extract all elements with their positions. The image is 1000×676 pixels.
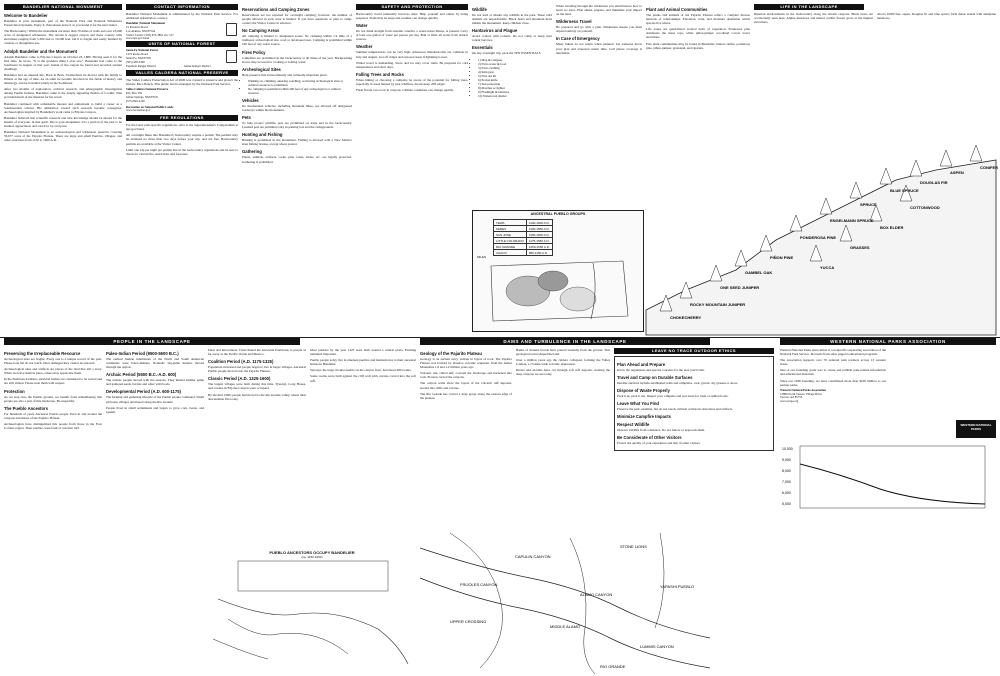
paragraph: The canyon walls show the layers of the volcanic tuff deposits, eroded into cliffs and cavates.: [420, 381, 512, 390]
welcome-column: [4, 4, 122, 144]
paragraph: When hiking or choosing a campsite be aware of the potential for falling trees, especially in areas burned by past wildfires. Avoid steep cliff edges.: [356, 77, 468, 86]
paragraph: To help protect wildlife, pets are prohibited on trails and in the backcountry. Leashed pets are permitted only in parking lots and the campgrounds.: [242, 121, 352, 130]
paragraph: Tyuonyi, the large circular pueblo on the canyon floor, had about 400 rooms.: [310, 368, 412, 373]
paragraph: Do not feed or disturb any wildlife in the park. These wild animals are unpredictable. Black bears and mountain lions inhabit the monument. Keep children close.: [472, 13, 552, 26]
table-cell: KERES: [494, 226, 527, 232]
tree-icon: [820, 198, 832, 214]
canyon-label: FRIJOLES CANYON: [460, 582, 498, 587]
table-cell: LITTLE COLORADO: [494, 238, 527, 244]
canyon-label: STONE LIONS: [620, 544, 647, 549]
paragraph: Bandelier continued with remarkable interest and enthusiasm to build a career as a Southwestern scholar. His admiration toward such research became contagious. Archaeologists inspired by Bandelier's work came to Frijoles Canyon.: [4, 101, 122, 114]
paragraph: Five plant communities may be found in Bandelier: mixed conifer, ponderosa pine, piñon-juniper, grassland, and riparian.: [646, 41, 750, 50]
heading: Falling Trees and Rocks: [356, 71, 404, 77]
list-item: • No camping is permitted within 200 feet of any archeological or cultural resource.: [248, 87, 352, 95]
heading: Hunting and Fishing: [242, 132, 283, 138]
elevation-tick-label: 10,000: [782, 447, 793, 451]
tree-label: GAMBEL OAK: [745, 270, 773, 275]
ancestral-groups-map: [472, 210, 644, 332]
tree-icon: [910, 160, 922, 176]
address-line: (505) 438-5300: [126, 59, 145, 64]
section-bar: BANDELIER NATIONAL MONUMENT: [4, 4, 122, 10]
pueblo-column: [310, 348, 416, 548]
geology-column: [420, 348, 512, 528]
paragraph: The Valles Caldera Preservation Act of 2000 was created to preserve and protect the historic Baca Ranch. This public land is managed by the National Park Service.: [126, 78, 238, 87]
lnt-box: [614, 356, 774, 451]
paragraph: Bandelier National Monument is an archaeological and wilderness preserve covering 33,677 acres of the Pajarito Plateau. There are large and small Pueblos, villages, and other structures from 1150 to 1600 A.D.: [4, 130, 122, 143]
canyon-branch: [450, 533, 503, 668]
elevation-tick-label: 9,000: [782, 458, 791, 462]
paragraph: Volcanic ash, called tuff, covered the landscape and hardened into rock. Erosion carved the canyons.: [420, 371, 512, 380]
paragraph: Do not drink straight from streams. Giardia, a water-borne illness, is present. Carry at least one gallon of water per person per day. Boil or filter all water from natural sources.: [356, 29, 468, 42]
paragraph: Summer temperatures can be very high. Afternoon thunderstorms are common in July and August. Get off ridges and exposed areas if lightning is near.: [356, 50, 468, 59]
bullet-list: [242, 79, 352, 95]
address-line: Western National Parks Association: [780, 387, 826, 392]
tree-label: ROCKY MOUNTAIN JUNIPER: [690, 302, 746, 307]
region-shape: [538, 271, 568, 291]
wnpa-logo: WESTERN NATIONAL PARKS: [956, 420, 996, 438]
address-line: Tucson, AZ 85755: [780, 395, 803, 400]
address-line: Santa Fe, NM 87505: [126, 55, 151, 60]
paragraph: Observe wildlife from a distance. Do not follow or approach them.: [617, 428, 706, 433]
top-panel: [0, 0, 1000, 337]
paragraph: Archaeological sites and artifacts are pieces of the land that tell a story. When we leave them in place, others may appreciate them.: [4, 367, 102, 376]
forest-service-shield-icon: [226, 50, 237, 63]
heading: Weather: [356, 44, 373, 50]
heading: Archaic Period (5500 B.C.-A.D. 600): [106, 372, 177, 378]
heading: Pets: [242, 115, 251, 121]
preservation-column: [4, 348, 102, 672]
address-line: Española Ranger District: [126, 64, 157, 69]
wnpa-column: [780, 348, 996, 672]
address-line: 15 Entrance Road: [126, 24, 148, 29]
dams-bar: DAMS AND TURBULENCE IN THE LANDSCAPE: [420, 338, 710, 345]
nps-arrowhead-icon: [226, 23, 237, 36]
paragraph: Backcountry travel inherently involves risks. Help yourself and others by being prepared. Trails may be steep and weather can change quickly.: [356, 12, 468, 21]
profile-line: [800, 464, 985, 504]
section-bar: SAFETY AND PROTECTION: [356, 4, 468, 10]
paragraph: Winter travel is demanding. Snow and ice may cover trails. Be prepared for cold temperatures and short days.: [356, 60, 468, 69]
profile-frame: [800, 446, 985, 508]
landscape-column: [754, 4, 996, 84]
paragraph: Most pueblos by the year 1325 were built around a central plaza. Farming remained important.: [310, 348, 416, 357]
paragraph: Avoid contact with rodents. Do not camp or sleep near rodent burrows.: [472, 34, 552, 43]
website-link[interactable]: www.nps.gov/band: [126, 36, 150, 41]
address-line: (575) 829-4100: [126, 98, 145, 103]
heading: Fires Policy: [242, 49, 266, 55]
section-bar: VALLES CALDERA NATIONAL PRESERVE: [126, 70, 238, 76]
essential-item: • 1) Map & compass: [478, 58, 552, 62]
table-cell: 1175-1550 A.D.: [526, 238, 552, 244]
heading: Gathering: [242, 149, 262, 155]
tree-label: CONIFER: [980, 165, 998, 170]
paragraph: Bandelier had an unusual life. Born in Bern, Switzerland, he moved with his family to Illinois at the age of nine. As an adult he became involved in the fields of history and ethnology, and he travelled widely in the Southwest.: [4, 72, 122, 86]
paragraph: Know the regulations and special concerns for the area you'll visit.: [617, 368, 705, 372]
safety-column: [356, 4, 468, 94]
periods-column: [106, 348, 204, 672]
canyon-label: RIO GRANDE: [600, 664, 626, 669]
paragraph: Limit one trip per night per permit. Know the backcountry regulations and be sure to check for current fire restrictions and forecasts.: [126, 147, 238, 156]
heading: Water: [356, 23, 368, 29]
paragraph: The largest villages were built during this time. Tyuonyi, Long House, and cavates in Frijoles Canyon were occupied.: [208, 382, 306, 391]
tree-label: YUCCA: [820, 265, 835, 270]
heading: Classic Period (A.D. 1325-1600): [208, 376, 271, 382]
heading: Geology of the Pajarito Plateau: [420, 351, 482, 356]
paragraph: Durable surfaces include established trails and campsites, rock, gravel, dry grasses or snow.: [617, 381, 738, 386]
paragraph: Above 9,000 feet, aspen, Douglas fir and blue spruce form dense stands with subalpine meadows.: [877, 12, 996, 21]
address-line: 1474 Rodeo Road: [126, 51, 148, 56]
paragraph: Bandelier is your monument, part of the National Park and National Wilderness Preservation Systems. Enjoy it, then please leave it as you found it for the next visitor.: [4, 19, 122, 28]
paragraph: Some rooms were built against the cliff wall with cavates carved into the soft tuff.: [310, 374, 416, 383]
tree-icon: [850, 182, 862, 198]
pueblo-ancestors-map: [208, 550, 416, 672]
heading: Hantavirus and Plague: [472, 28, 518, 34]
paragraph: Adolph Bandelier came to Frijoles Canyon on October 23, 1880. Having seen it for the first time, he wrote, "It is the grandest thing I ever saw". Bandelier had come to the Southwest in August of that year. Inside of the canyon he found and recorded ancient dwellings.: [4, 54, 122, 71]
paragraph: All camping is limited to designated zones. No camping within 1/4 mile of a trailhead, archeological site, road or developed area. Camping is prohibited within 100 feet of any water source.: [242, 34, 352, 47]
tree-label: CHOKECHERRY: [670, 315, 702, 320]
essential-item: • 8) Matches or lighter: [478, 86, 552, 90]
heading: Paleo-Indian Period (9500-5500 B.C.): [106, 351, 179, 356]
canyon-label: ALAMO CANYON: [580, 592, 613, 597]
lnt-principle: Dispose of Waste Properly: [617, 388, 670, 394]
paragraph: Bandelier National Monument is administered by the National Park Service. For additional information, contact:: [126, 12, 238, 21]
table-cell: TEWA: [494, 220, 527, 226]
essential-item: • 5) First aid kit: [478, 74, 552, 78]
paragraph: Reservations are not required for overnight camping; however, the number of people allowed in each zone is limited. If you have questions or plan to camp, contact the Visitor Center in advance.: [242, 13, 352, 26]
heading: Vehicles: [242, 97, 259, 103]
canyon-label: UPPER CROSSING: [450, 619, 487, 624]
groups-map-drawing: [473, 211, 643, 331]
paragraph: As we step onto the Pueblo ground, we benefit from remembering that people are also a part of this landscape. Be respectful.: [4, 394, 102, 403]
heading: The Pueblo Ancestors: [4, 405, 49, 411]
address-line: Santa Fe National Forest: [126, 48, 158, 53]
people-bar: PEOPLE IN THE LANDSCAPE: [4, 338, 300, 345]
paragraph: Life zones are generalized vertical belts of vegetation. Ponderosa pine dominates the mesa tops, while piñon-juniper woodland covers lower elevations.: [646, 27, 750, 40]
paragraph: Many hikers do not return when planned. Let someone know your plan and expected return time. Cell phone coverage is unreliable.: [556, 42, 642, 55]
paragraph: For hundreds of years Ancestral Pueblo people lived in and around the canyons and mesas of the Pajarito Plateau.: [4, 411, 102, 420]
website-link[interactable]: www.recreation.gov: [126, 108, 151, 113]
table-cell: SAN JOSE: [494, 232, 527, 238]
region-shape: [560, 287, 596, 311]
paragraph: Riparian environments in the backcountry along the stream canyons. Black bears are occasionally seen here. Alpine meadows and mixed conifer forests grow at the highest elevations.: [754, 12, 873, 25]
essential-item: • 2) Extra water & food: [478, 62, 552, 66]
heading: Archeological Sites: [242, 66, 281, 72]
address-line: P.O. Box 359: [126, 91, 143, 96]
heading: Coalition Period (A.D. 1175-1325): [208, 359, 274, 365]
essential-item: • 7) Sun protection: [478, 82, 552, 86]
tree-icon: [735, 250, 747, 266]
table-cell: 1100-1600 A.D.: [526, 220, 552, 226]
paragraph: The archaic people moved with the seasons. They hunted smaller game and gathered seeds, berries and other wild foods.: [106, 378, 204, 387]
table-cell: RIO GRANDE: [494, 244, 527, 250]
paragraph: Protect the quality of your experience and that of other visitors.: [617, 441, 701, 446]
paragraph: Be prepared and go with a plan. Wilderness means you must depend entirely on yourself.: [556, 25, 642, 34]
tree-label: ASPEN: [950, 170, 964, 175]
canyon-line: [218, 599, 408, 664]
paragraph: Western National Parks Association is a nonprofit cooperating association of the National Park Service. Proceeds from sales support educational programs.: [780, 348, 886, 357]
coalition-column: [208, 348, 306, 548]
paragraph: After two months of exploration, archival research, and ethnographic investigation among Pueblo Indians, Bandelier came to the deeply appealing Pueblo of Cochiti. That provided much of the material for his novel.: [4, 87, 122, 100]
tree-icon: [760, 235, 772, 251]
table-cell: CHACO: [494, 250, 527, 256]
bottom-panel: [0, 337, 1000, 676]
paragraph: By the mid 1500s people had moved to the Rio Grande valley, where their descendants live today.: [208, 392, 306, 401]
profile-tick-group: [782, 447, 793, 506]
heading: Protection: [4, 388, 25, 394]
section-bar: FEE REGULATIONS: [126, 115, 238, 121]
table-cell: 1250-1550 A.D.: [526, 244, 552, 250]
paragraph: Rivers and streams have cut through soft tuff deposits creating the deep canyons we see today.: [516, 368, 610, 377]
tree-icon: [970, 145, 982, 161]
address-line: Bandelier National Monument: [126, 21, 166, 26]
paragraph: Bandelier believed that scientific research and new knowledge should be shared for the benefit of everyone. In that spirit, this is your monument. It is a portion of the past to be studied, appreciated, and cared for by everyone.: [4, 115, 122, 128]
elevation-tick-label: 8,000: [782, 469, 791, 473]
essential-item: • 9) Flashlight & batteries: [478, 90, 552, 94]
paragraph: For the latest park-specific regulations, refer to the Superintendent's Compendium at nps.gov/band.: [126, 123, 238, 132]
paragraph: Pueblo people today live in nineteen pueblos and maintain ties to their ancestral homes in Bandelier.: [310, 358, 416, 367]
canyon-label: MIDDLE ALAMO: [550, 624, 581, 629]
paragraph: The Rio Grande has carved a deep gorge along the eastern edge of the plateau.: [420, 391, 512, 400]
map-title: ANCESTRAL PUEBLO GROUPS: [530, 212, 586, 216]
essential-item: • 10) Waterproof shelter: [478, 94, 552, 98]
paragraph: All overnight hikes into Bandelier's backcountry require a permit. The permits may be obtained no more than two days before your trip, and are free. Backcountry permits are available at the Visitor Center.: [126, 133, 238, 146]
address-line: Visitor Center: (505) 672-3861 ext. 517: [126, 32, 174, 37]
canyon-label: YAPASHI PUEBLO: [660, 584, 695, 589]
paragraph: One of our founding goals was to create and publish park-related information and educational materials.: [780, 368, 886, 377]
address-line: Jemez Springs, NM 87025: [126, 94, 158, 99]
ten-essentials-list: [472, 58, 552, 98]
paragraph: Since our 1938 founding, we have contributed more than $100 million to our partner parks.: [780, 378, 886, 387]
paragraph: Archaeologists have distinguished this people from those in the Four Corners region. Their pueblos were built of volcanic tuff.: [4, 421, 102, 431]
wilderness-column: [556, 4, 642, 184]
canyon-label: CAPULIN CANYON: [515, 554, 551, 559]
paragraph: The farming and gathering lifestyle of the Pueblo people continued. Small pit house villages developed along the Rio Grande.: [106, 395, 204, 404]
canyon-label: LUMMIS CANYON: [640, 644, 674, 649]
tree-label: SPRUCE: [860, 202, 877, 207]
map-subtitle: (ca. 1150-1600): [301, 555, 323, 559]
tree-label: DOUGLAS FIR: [920, 180, 948, 185]
tree-icon: [710, 265, 722, 281]
tree-label: ENGELMANN SPRUCE: [830, 218, 874, 223]
canyon-line: [228, 619, 348, 654]
table-cell: 1100-1550 A.D.: [526, 226, 552, 232]
section-bar: CONTACT INFORMATION: [126, 4, 238, 10]
canyon-branch: [570, 538, 595, 674]
lnt-principle: Plan Ahead and Prepare: [617, 362, 666, 367]
paragraph: Hunting is prohibited in the monument. Fishing is allowed with a New Mexico state fishing license, except where posted.: [242, 138, 352, 147]
paragraph: Help preserve this extraordinarily and culturally important place.: [242, 72, 328, 77]
tree-icon: [790, 215, 802, 231]
essential-item: • 6) Pocket knife: [478, 78, 552, 82]
address-line: Los Alamos, NM 87544: [126, 28, 156, 33]
lnt-principle: Minimize Campfire Impacts: [617, 414, 671, 420]
elevation-tick-label: 6,000: [782, 491, 791, 495]
heading: Welcome to Bandelier: [4, 13, 48, 18]
legend-box: [238, 561, 388, 591]
heading: Adolph Bandelier and the Monument: [4, 48, 78, 54]
address-line: 12880 North Vistoso Village Drive: [780, 391, 822, 396]
paragraph: The earliest human inhabitants of the North and South American continents were Paleo-Indians. Nomadic big-game hunters moved through the region.: [106, 357, 204, 370]
lnt-principle: Leave What You Find: [617, 401, 659, 407]
section-bar: LIFE IN THE LANDSCAPE: [754, 4, 864, 10]
table-cell: 1150-1600 A.D.: [526, 232, 552, 238]
heading: Preserving the Irreplaceable Resource: [4, 351, 81, 356]
tree-label: BOX ELDER: [880, 225, 904, 230]
heading: In Case of Emergency: [556, 36, 600, 42]
tree-label: ONE SEED JUNIPER: [720, 285, 760, 290]
paragraph: Archeological sites are fragile. Every one is a unique record of the past. Please look but do not touch. Once damaged they cannot be restored.: [4, 357, 102, 366]
lnt-principle: Respect Wildlife: [617, 422, 650, 428]
regulations-column: [242, 4, 352, 166]
tree-label: BLUE SPRUCE: [890, 188, 919, 193]
paragraph: Preserve the past: examine, but do not touch, cultural or historic structures and artifacts.: [617, 407, 733, 412]
wnpa-bar: WESTERN NATIONAL PARKS ASSOCIATION: [780, 338, 996, 345]
tree-label: COTTONWOOD: [910, 205, 940, 210]
paragraph: Geology is an ancient story, written in layers of rock. The Pajarito Plateau was formed by massive volcanic eruptions from the Jemez Mountains 1.6 and 1.2 million years ago.: [420, 357, 512, 370]
wildlife-column: [472, 4, 552, 184]
heading: Wilderness Travel: [556, 19, 592, 25]
paragraph: When traveling through the wilderness you should know how to leave no trace. Plan ahead, prepare, and minimize your impact on the land.: [556, 4, 642, 17]
paragraph: Over a million years ago the caldera collapsed, forming the Valles Caldera, a 15-mile-wide volcanic depression.: [516, 358, 610, 367]
section-bar: UNITS OF NATIONAL FOREST: [126, 41, 238, 47]
paragraph: Pack it in, pack it out. Inspect your campsite and rest areas for trash or spilled foods.: [617, 394, 729, 399]
paragraph: Campfires are prohibited in the backcountry at all times of the year. Backpacking stoves may be used for cooking or boiling water.: [242, 55, 352, 64]
canyon-line: [213, 639, 268, 659]
section-bar: LEAVE NO TRACE OUTDOOR ETHICS: [614, 348, 774, 354]
tree-label: PIÑON PINE: [770, 255, 794, 260]
elevation-tick-label: 5,000: [782, 502, 791, 506]
website-link[interactable]: www.wnpa.org: [780, 399, 799, 404]
tree-icon: [880, 168, 892, 184]
paragraph: Ideas and innovations. Trade linked the Ancestral Puebloans to people as far away as the Pacific Ocean and Mexico.: [208, 348, 306, 357]
paragraph: On any overnight trip, pack the TEN ESSENTIALS: [472, 51, 541, 56]
paragraph: The Backcountry: Within the monument are more than 70 miles of trails and over 23,000 acres of designated wilderness. The terrain is rugged canyon and mesa country with elevations ranging from 5,300 feet to 10,200 feet, but it is fragile and easily harmed by careless or thoughtless use.: [4, 29, 122, 46]
heading: No Camping Areas: [242, 28, 280, 34]
heading: Essentials: [472, 45, 493, 51]
paragraph: People lived in small settlements and began to grow corn, beans, and squash.: [106, 405, 204, 414]
paragraph: The plants and animals of the Pajarito Plateau reflect a complex diverse network of relationships. Elevation, soils, and moisture determine which species live where.: [646, 13, 750, 26]
tree-label: PONDEROSA PINE: [800, 235, 837, 240]
paragraph: Plants, animals, artifacts, rocks, pine cones, sticks, etc. are legally protected. Gathering is prohibited.: [242, 155, 352, 164]
caldera-column: [516, 348, 610, 528]
tree-label: GRASSES: [850, 245, 870, 250]
heading: Developmental Period (A.D. 600-1175): [106, 389, 181, 395]
essential-item: • 4) Rain gear: [478, 70, 552, 74]
life-zones-illustration: [646, 120, 996, 335]
leave-no-trace-column: [614, 348, 774, 672]
paragraph: Population increased and people began to live in larger villages. Ancestral Pueblo people moved onto the Pajarito Plateau.: [208, 365, 306, 374]
paragraph: The association supports over 70 national park partners across 13 western states.: [780, 358, 886, 367]
elevation-profile: [780, 444, 990, 514]
scale-label: MILES: [477, 255, 487, 259]
lnt-principle: Travel and Camp on Durable Surfaces: [617, 375, 693, 381]
essential-item: • 3) Extra clothing: [478, 66, 552, 70]
heading: Wildlife: [472, 7, 487, 12]
list-item: • Walking on, climbing, entering, touching, or moving archeological sites or cultural resources is prohibited.: [248, 79, 352, 87]
map-title: PUEBLO ANCESTORS OCCUPY BANDELIER: [269, 550, 355, 555]
paragraph: Flash floods can occur in canyons. Climate conditions can change rapidly.: [356, 88, 454, 93]
paragraph: In the Puebloan tradition, ancestral homes are considered to be sacred and are still visited. Please treat them with respect.: [4, 377, 102, 386]
address-line: Jemez Ranger District: [184, 64, 211, 69]
heading: Reservations and Camping Zones: [242, 7, 310, 12]
address-line: Valles Caldera National Preserve: [126, 87, 169, 92]
address-line: Recreation on National Public Lands: [126, 104, 174, 109]
terrain-profile: [646, 160, 996, 335]
heading: Plant and Animal Communities: [646, 7, 708, 12]
tree-icon: [940, 150, 952, 166]
lnt-principle: Be Considerate of Other Visitors: [617, 435, 682, 441]
elevation-tick-label: 7,000: [782, 480, 791, 484]
paragraph: Banks of modern fronds have poured violently from the ground. This geological event shaped the land.: [516, 348, 610, 357]
contact-column: [126, 4, 238, 158]
pueblo-map-drawing: [208, 559, 416, 669]
paragraph: No mechanized vehicles, including mountain bikes, are allowed off designated roadways within the monument.: [242, 103, 352, 112]
table-cell: 850-1150 A.D.: [526, 250, 552, 256]
